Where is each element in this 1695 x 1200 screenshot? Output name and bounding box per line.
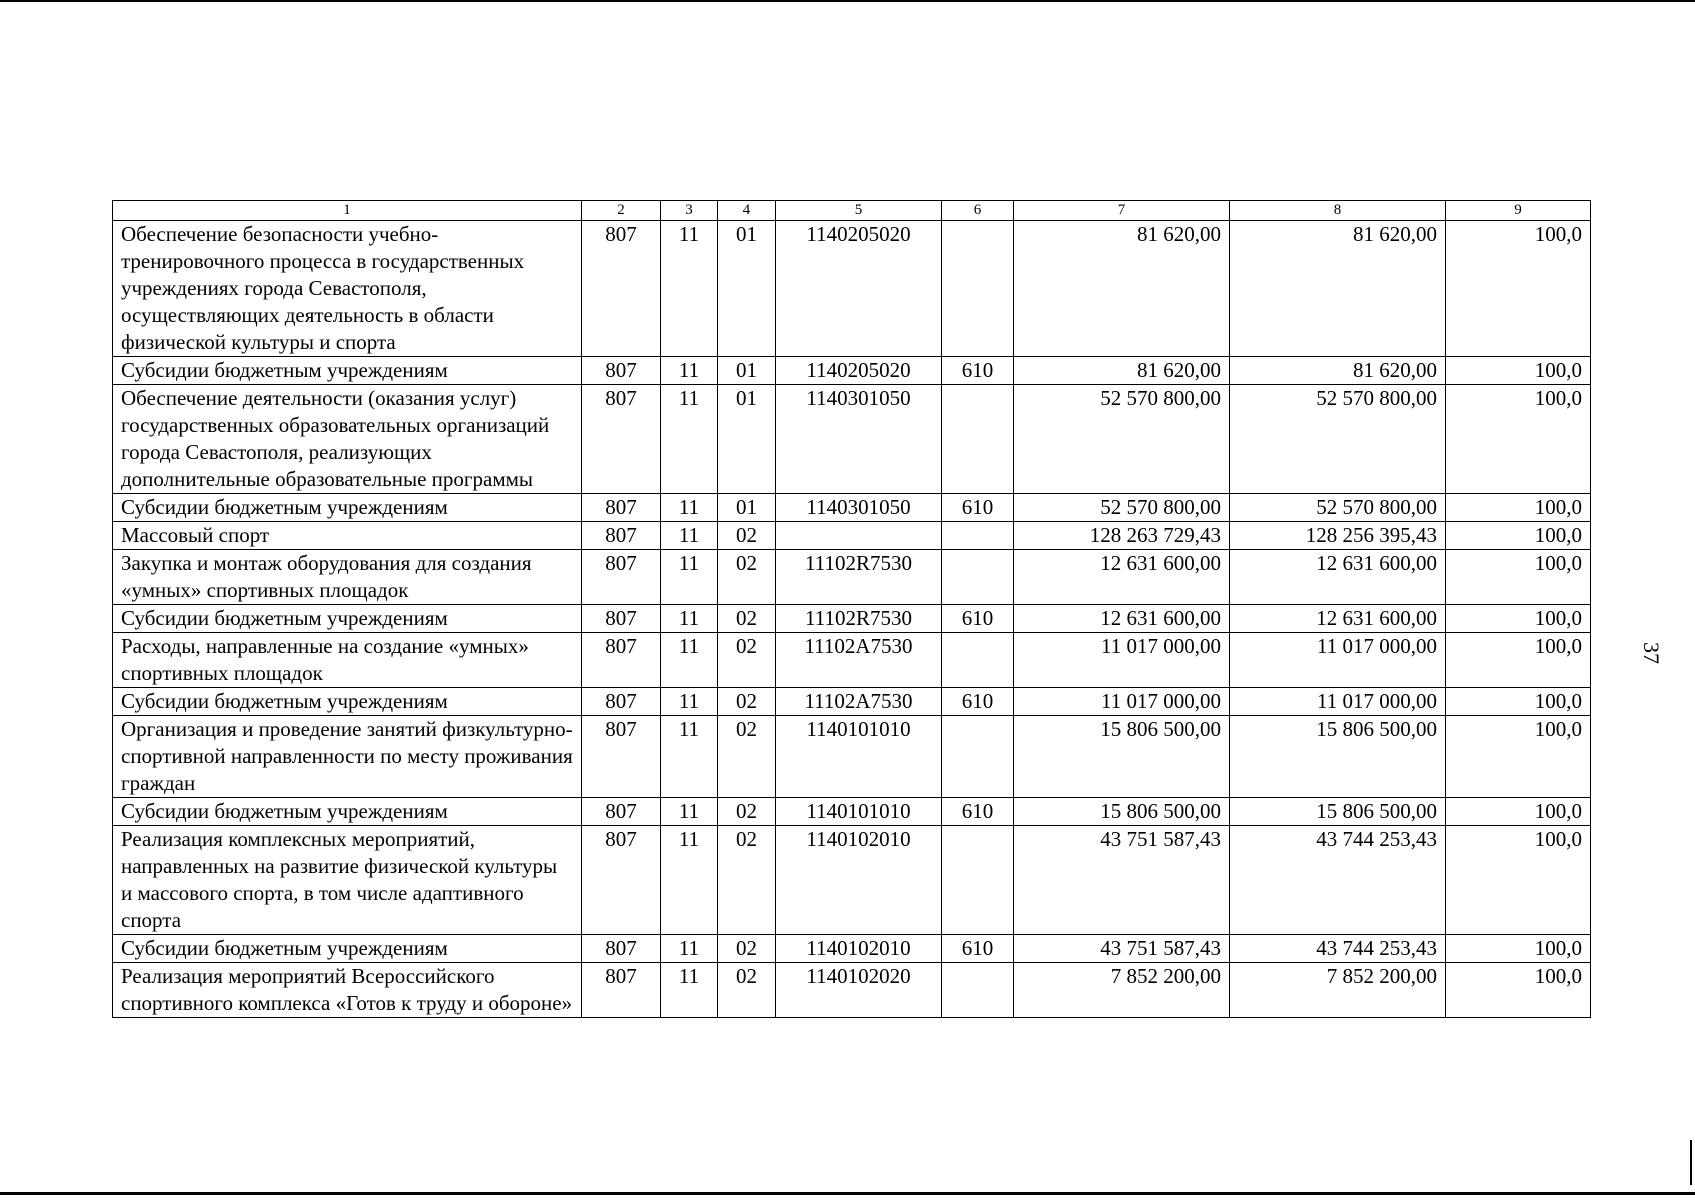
cell-section: 11 — [661, 633, 718, 688]
cell-planned-amount: 52 570 800,00 — [1014, 494, 1230, 522]
cell-planned-amount: 43 751 587,43 — [1014, 826, 1230, 935]
cell-expense-type: 610 — [942, 798, 1014, 826]
cell-execution-percent: 100,0 — [1446, 798, 1591, 826]
cell-subsection: 02 — [718, 963, 776, 1018]
cell-ministry-code: 807 — [582, 716, 661, 798]
column-header: 2 — [582, 201, 661, 221]
column-header: 6 — [942, 201, 1014, 221]
cell-executed-amount: 128 256 395,43 — [1230, 522, 1446, 550]
cell-section: 11 — [661, 550, 718, 605]
table-row — [113, 221, 1591, 357]
cell-section: 11 — [661, 357, 718, 385]
column-header: 7 — [1014, 201, 1230, 221]
cell-planned-amount: 128 263 729,43 — [1014, 522, 1230, 550]
table-row — [113, 963, 1591, 1018]
table-row — [113, 385, 1591, 494]
cell-executed-amount: 81 620,00 — [1230, 221, 1446, 357]
cell-target-article: 1140301050 — [776, 385, 942, 494]
cell-ministry-code: 807 — [582, 522, 661, 550]
cell-name: Субсидии бюджетным учреждениям — [113, 357, 582, 385]
table-row — [113, 826, 1591, 935]
cell-name: Расходы, направленные на создание «умных» спортивных площадок — [113, 633, 582, 688]
cell-executed-amount: 81 620,00 — [1230, 357, 1446, 385]
cell-ministry-code: 807 — [582, 357, 661, 385]
cell-name: Реализация комплексных мероприятий, направленных на развитие физической культуры и массового спорта, в том числе адаптивного спорта — [113, 826, 582, 935]
cell-planned-amount: 15 806 500,00 — [1014, 716, 1230, 798]
cell-expense-type — [942, 716, 1014, 798]
cell-subsection: 02 — [718, 605, 776, 633]
table-row — [113, 522, 1591, 550]
cell-subsection: 02 — [718, 826, 776, 935]
cell-planned-amount: 12 631 600,00 — [1014, 550, 1230, 605]
cell-subsection: 01 — [718, 494, 776, 522]
cell-ministry-code: 807 — [582, 688, 661, 716]
cell-ministry-code: 807 — [582, 550, 661, 605]
cell-ministry-code: 807 — [582, 633, 661, 688]
page-border-bottom — [0, 1192, 1695, 1195]
cell-subsection: 01 — [718, 385, 776, 494]
page-border-right — [1690, 1140, 1692, 1185]
cell-name: Субсидии бюджетным учреждениям — [113, 494, 582, 522]
cell-ministry-code: 807 — [582, 605, 661, 633]
table-row — [113, 935, 1591, 963]
cell-expense-type — [942, 385, 1014, 494]
cell-subsection: 02 — [718, 522, 776, 550]
cell-execution-percent: 100,0 — [1446, 935, 1591, 963]
cell-execution-percent: 100,0 — [1446, 221, 1591, 357]
budget-table — [112, 200, 1591, 1018]
table-row — [113, 357, 1591, 385]
cell-execution-percent: 100,0 — [1446, 357, 1591, 385]
column-header: 3 — [661, 201, 718, 221]
cell-planned-amount: 43 751 587,43 — [1014, 935, 1230, 963]
cell-name: Закупка и монтаж оборудования для создания «умных» спортивных площадок — [113, 550, 582, 605]
cell-execution-percent: 100,0 — [1446, 633, 1591, 688]
cell-subsection: 02 — [718, 935, 776, 963]
cell-execution-percent: 100,0 — [1446, 688, 1591, 716]
table-row — [113, 605, 1591, 633]
cell-expense-type — [942, 633, 1014, 688]
cell-section: 11 — [661, 688, 718, 716]
cell-planned-amount: 15 806 500,00 — [1014, 798, 1230, 826]
cell-execution-percent: 100,0 — [1446, 963, 1591, 1018]
cell-planned-amount: 11 017 000,00 — [1014, 688, 1230, 716]
table-header-row — [113, 201, 1591, 221]
cell-section: 11 — [661, 221, 718, 357]
column-header: 9 — [1446, 201, 1591, 221]
cell-section: 11 — [661, 935, 718, 963]
cell-execution-percent: 100,0 — [1446, 716, 1591, 798]
cell-expense-type: 610 — [942, 688, 1014, 716]
cell-executed-amount: 11 017 000,00 — [1230, 688, 1446, 716]
cell-ministry-code: 807 — [582, 935, 661, 963]
cell-subsection: 02 — [718, 798, 776, 826]
cell-section: 11 — [661, 385, 718, 494]
cell-executed-amount: 12 631 600,00 — [1230, 605, 1446, 633]
cell-name: Обеспечение деятельности (оказания услуг) государственных образовательных организаций города Севастополя, реализующих дополнительные образовательные программы — [113, 385, 582, 494]
cell-expense-type — [942, 221, 1014, 357]
cell-subsection: 02 — [718, 633, 776, 688]
cell-executed-amount: 43 744 253,43 — [1230, 826, 1446, 935]
cell-section: 11 — [661, 494, 718, 522]
cell-target-article — [776, 522, 942, 550]
cell-name: Субсидии бюджетным учреждениям — [113, 798, 582, 826]
table-row — [113, 716, 1591, 798]
cell-subsection: 02 — [718, 716, 776, 798]
page-number: 37 — [1639, 642, 1664, 664]
table-row — [113, 550, 1591, 605]
cell-name: Организация и проведение занятий физкультурно-спортивной направленности по месту проживания граждан — [113, 716, 582, 798]
cell-target-article: 11102R7530 — [776, 550, 942, 605]
cell-target-article: 1140205020 — [776, 357, 942, 385]
column-header: 8 — [1230, 201, 1446, 221]
cell-target-article: 1140101010 — [776, 798, 942, 826]
column-header: 4 — [718, 201, 776, 221]
cell-expense-type: 610 — [942, 494, 1014, 522]
cell-target-article: 1140205020 — [776, 221, 942, 357]
cell-target-article: 1140102010 — [776, 826, 942, 935]
cell-planned-amount: 12 631 600,00 — [1014, 605, 1230, 633]
cell-name: Обеспечение безопасности учебно-тренировочного процесса в государственных учреждениях города Севастополя, осуществляющих деятельность в области физической культуры и спорта — [113, 221, 582, 357]
cell-executed-amount: 15 806 500,00 — [1230, 798, 1446, 826]
cell-expense-type: 610 — [942, 935, 1014, 963]
cell-execution-percent: 100,0 — [1446, 605, 1591, 633]
table-row — [113, 494, 1591, 522]
cell-target-article: 1140101010 — [776, 716, 942, 798]
cell-execution-percent: 100,0 — [1446, 494, 1591, 522]
page-border-top — [0, 0, 1695, 2]
cell-executed-amount: 11 017 000,00 — [1230, 633, 1446, 688]
cell-section: 11 — [661, 798, 718, 826]
cell-target-article: 1140102020 — [776, 963, 942, 1018]
table-row — [113, 633, 1591, 688]
table-row — [113, 798, 1591, 826]
cell-executed-amount: 52 570 800,00 — [1230, 494, 1446, 522]
cell-name: Реализация мероприятий Всероссийского спортивного комплекса «Готов к труду и обороне» — [113, 963, 582, 1018]
cell-expense-type — [942, 522, 1014, 550]
cell-executed-amount: 12 631 600,00 — [1230, 550, 1446, 605]
table-body — [113, 221, 1591, 1018]
table-row — [113, 688, 1591, 716]
cell-ministry-code: 807 — [582, 221, 661, 357]
cell-subsection: 02 — [718, 688, 776, 716]
cell-execution-percent: 100,0 — [1446, 550, 1591, 605]
cell-target-article: 11102A7530 — [776, 688, 942, 716]
cell-name: Субсидии бюджетным учреждениям — [113, 688, 582, 716]
cell-planned-amount: 11 017 000,00 — [1014, 633, 1230, 688]
cell-executed-amount: 52 570 800,00 — [1230, 385, 1446, 494]
cell-subsection: 02 — [718, 550, 776, 605]
cell-section: 11 — [661, 605, 718, 633]
cell-execution-percent: 100,0 — [1446, 826, 1591, 935]
cell-execution-percent: 100,0 — [1446, 522, 1591, 550]
cell-expense-type — [942, 963, 1014, 1018]
cell-section: 11 — [661, 963, 718, 1018]
cell-section: 11 — [661, 522, 718, 550]
cell-ministry-code: 807 — [582, 826, 661, 935]
cell-planned-amount: 7 852 200,00 — [1014, 963, 1230, 1018]
cell-executed-amount: 7 852 200,00 — [1230, 963, 1446, 1018]
cell-section: 11 — [661, 826, 718, 935]
cell-name: Субсидии бюджетным учреждениям — [113, 605, 582, 633]
cell-ministry-code: 807 — [582, 494, 661, 522]
column-header: 5 — [776, 201, 942, 221]
cell-ministry-code: 807 — [582, 963, 661, 1018]
cell-planned-amount: 81 620,00 — [1014, 357, 1230, 385]
cell-subsection: 01 — [718, 221, 776, 357]
cell-ministry-code: 807 — [582, 798, 661, 826]
cell-target-article: 1140301050 — [776, 494, 942, 522]
cell-ministry-code: 807 — [582, 385, 661, 494]
cell-expense-type: 610 — [942, 357, 1014, 385]
cell-subsection: 01 — [718, 357, 776, 385]
cell-name: Субсидии бюджетным учреждениям — [113, 935, 582, 963]
column-header: 1 — [113, 201, 582, 221]
cell-target-article: 11102A7530 — [776, 633, 942, 688]
cell-expense-type — [942, 550, 1014, 605]
cell-executed-amount: 15 806 500,00 — [1230, 716, 1446, 798]
cell-target-article: 11102R7530 — [776, 605, 942, 633]
cell-target-article: 1140102010 — [776, 935, 942, 963]
cell-section: 11 — [661, 716, 718, 798]
cell-planned-amount: 52 570 800,00 — [1014, 385, 1230, 494]
cell-expense-type: 610 — [942, 605, 1014, 633]
cell-name: Массовый спорт — [113, 522, 582, 550]
cell-planned-amount: 81 620,00 — [1014, 221, 1230, 357]
cell-execution-percent: 100,0 — [1446, 385, 1591, 494]
cell-expense-type — [942, 826, 1014, 935]
cell-executed-amount: 43 744 253,43 — [1230, 935, 1446, 963]
